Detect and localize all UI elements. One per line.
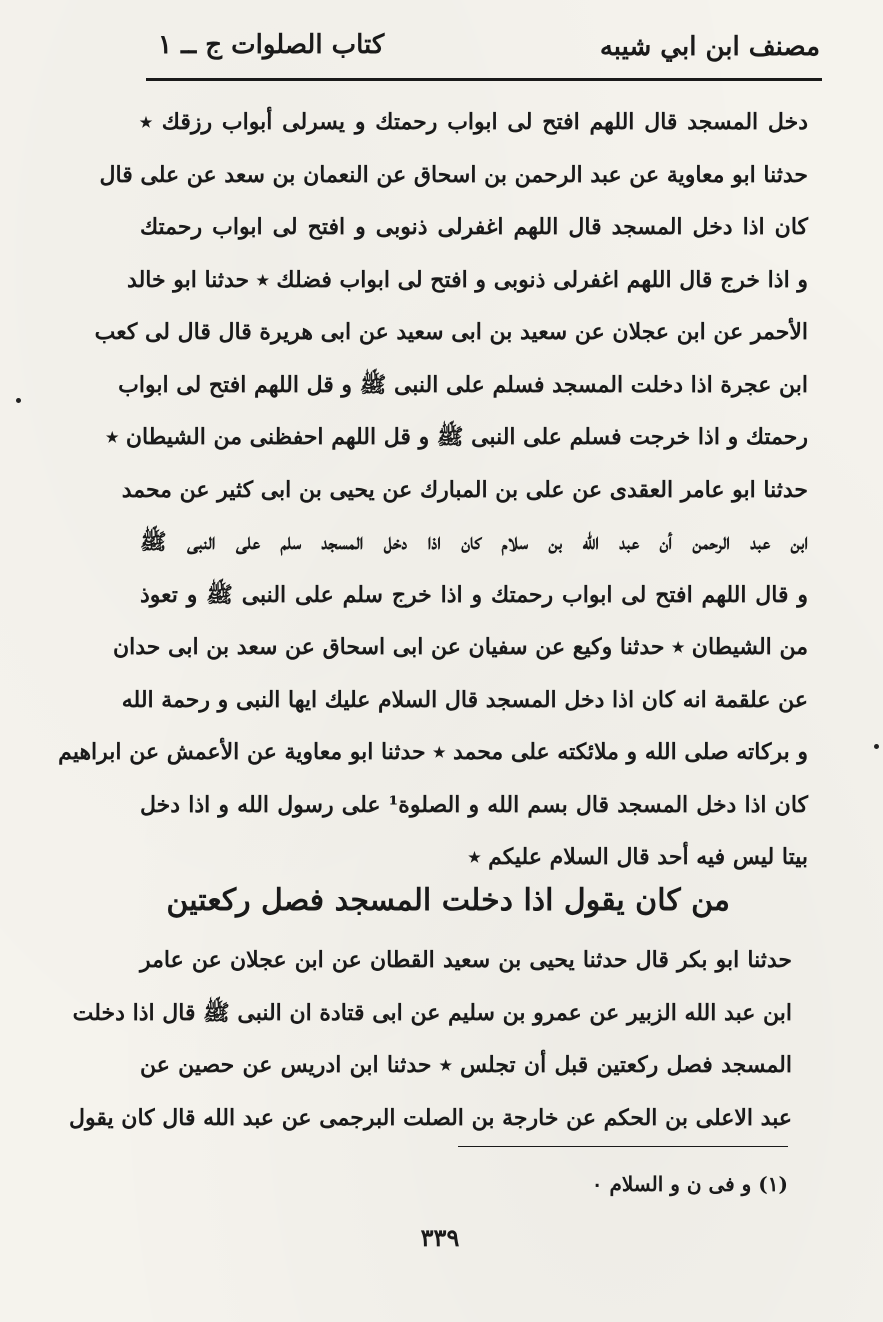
text-line: المسجد فصل ركعتين قبل أن تجلس ٭ حدثنا ابن ادريس عن حصين عن [140, 1052, 792, 1078]
text-line: كان اذا دخل المسجد قال اللهم اغفرلى ذنوبى و افتح لى ابواب رحمتك [140, 214, 808, 240]
footnote: (١) و فى ن و السلام ٠ [591, 1172, 788, 1196]
text-line: عبد الاعلى بن الحكم عن خارجة بن الصلت البرجمى عن عبد الله قال كان يقول [69, 1104, 792, 1131]
body-text [58, 96, 808, 884]
text-line: حدثنا ابو عامر العقدى عن على بن المبارك عن يحيى بن ابى كثير عن محمد [121, 476, 808, 503]
running-header [148, 28, 820, 76]
text-line: حدثنا ابو معاوية عن عبد الرحمن بن اسحاق عن النعمان بن سعد عن على قال [99, 161, 808, 188]
text-line: رحمتك و اذا خرجت فسلم على النبى ﷺ و قل اللهم احفظنى من الشيطان ٭ [106, 424, 808, 450]
scan-speck [874, 744, 879, 749]
text-line: دخل المسجد قال اللهم افتح لى ابواب رحمتك و يسرلى أبواب رزقك ٭ [140, 109, 808, 135]
header-rule [146, 78, 822, 81]
text-line: ابن عجرة اذا دخلت المسجد فسلم على النبى ﷺ و قل اللهم افتح لى ابواب [118, 371, 808, 398]
book-title: مصنف ابن ابي شيبه [599, 32, 820, 62]
text-line: عن علقمة انه كان اذا دخل المسجد قال السلام عليك ايها النبى و رحمة الله [121, 686, 808, 713]
text-line: و بركاته صلى الله و ملائكته على محمد ٭ حدثنا ابو معاوية عن الأعمش عن ابراهيم [58, 739, 808, 765]
scan-speck [16, 398, 21, 403]
text-line-last: بيتا ليس فيه أحد قال السلام عليكم ٭ [468, 844, 808, 870]
text-line: حدثنا ابو بكر قال حدثنا يحيى بن سعيد القطان عن ابن عجلان عن عامر [140, 947, 792, 973]
text-line: ابن عبد الرحمن أن عبد الله بن سلام كان اذا دخل المسجد سلم على النبى ﷺ [140, 529, 808, 555]
chapter-label: كتاب الصلوات ج ــ ١ [158, 30, 385, 60]
footnote-rule [458, 1146, 788, 1147]
section-heading: من كان يقول اذا دخلت المسجد فصل ركعتين [166, 883, 730, 918]
text-line: الأحمر عن ابن عجلان عن سعيد بن ابى سعيد عن ابى هريرة قال قال لى كعب [94, 319, 808, 345]
text-line: و اذا خرج قال اللهم اغفرلى ذنوبى و افتح لى ابواب فضلك ٭ حدثنا ابو خالد [127, 266, 808, 293]
text-line: ابن عبد الله الزبير عن عمرو بن سليم عن ابى قتادة ان النبى ﷺ قال اذا دخلت [72, 999, 792, 1026]
text-line: و قال اللهم افتح لى ابواب رحمتك و اذا خرج سلم على النبى ﷺ و تعوذ [140, 581, 808, 608]
text-line: من الشيطان ٭ حدثنا وكيع عن سفيان عن ابى اسحاق عن سعد بن ابى حدان [112, 634, 808, 660]
page-number: ٣٣٩ [420, 1223, 460, 1252]
text-line: كان اذا دخل المسجد قال بسم الله و الصلوة¹ على رسول الله و اذا دخل [140, 791, 808, 818]
body-text-section [69, 934, 792, 1144]
